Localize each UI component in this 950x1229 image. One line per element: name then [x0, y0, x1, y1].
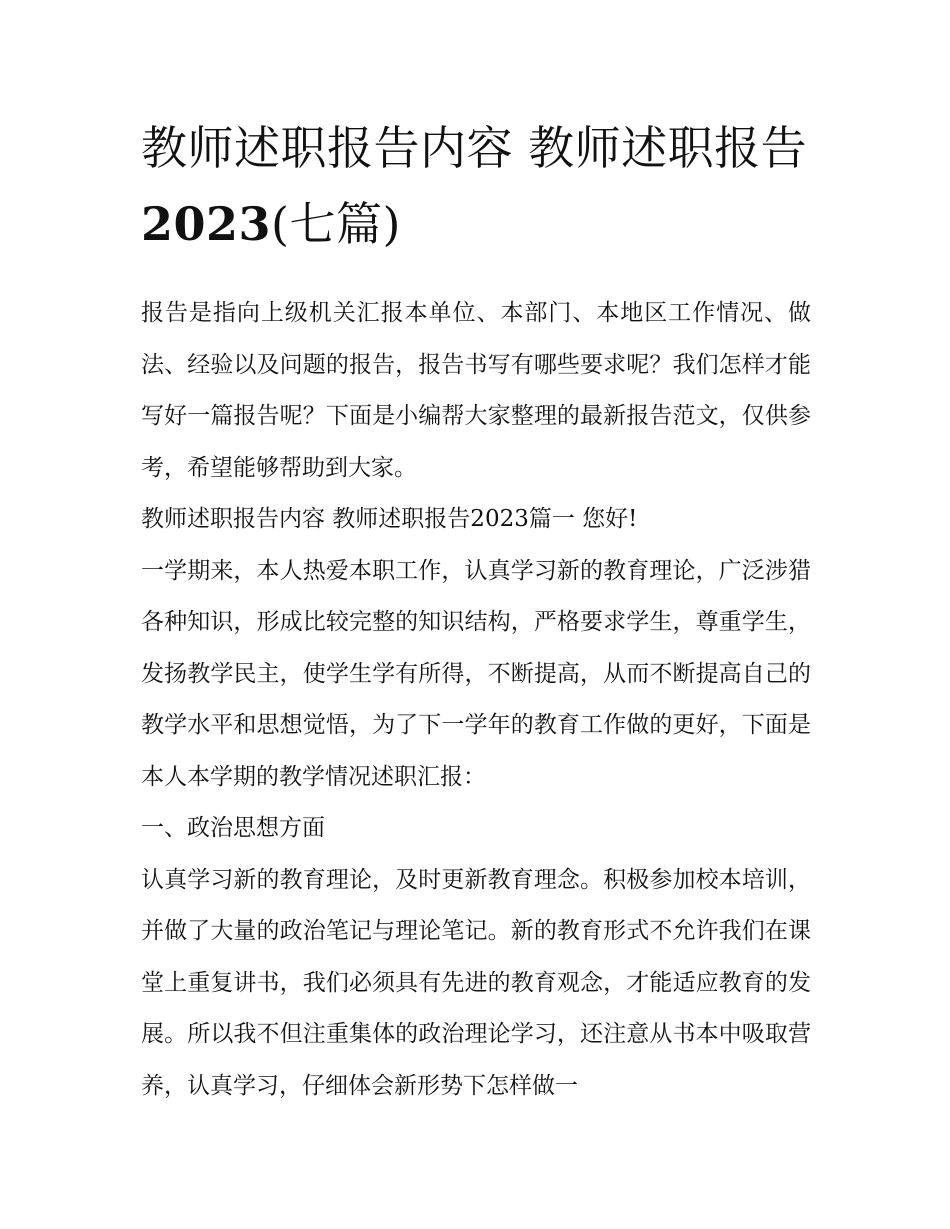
- document-title: [141, 110, 811, 262]
- paragraph-politics: 认真学习新的教育理论，及时更新教育理念。积极参加校本培训，并做了大量的政治笔记与理论笔记。新的教育形式不允许我们在课堂上重复讲书，我们必须具有先进的教育观念，才能适应教育的发展。所以我不但注重集体的政治理论学习，还注意从书本中吸取营养，认真学习，仔细体会新形势下怎样做一: [141, 866, 811, 1099]
- paragraph-intro: 报告是指向上级机关汇报本单位、本部门、本地区工作情况、做法、经验以及问题的报告，报告书写有哪些要求呢？我们怎样才能写好一篇报告呢？下面是小编帮大家整理的最新报告范文，仅供参考，希望能够帮助到大家。: [141, 300, 811, 481]
- section-heading-politics: 一、政治思想方面: [141, 815, 325, 841]
- title-text-part2: (七篇): [271, 197, 401, 251]
- paragraph-summary: 一学期来，本人热爱本职工作，认真学习新的教育理论，广泛涉猎各种知识，形成比较完整的知识结构，严格要求学生，尊重学生，发扬教学民主，使学生学有所得，不断提高，从而不断提高自己的教学水平和思想觉悟，为了下一学年的教育工作做的更好，下面是本人本学期的教学情况述职汇报：: [141, 557, 811, 790]
- title-year: 2023: [141, 197, 272, 251]
- paragraph-heading-part1: 教师述职报告内容 教师述职报告2023篇一 您好!: [141, 506, 638, 532]
- title-text-part1: 教师述职报告内容 教师述职报告: [141, 121, 808, 175]
- document-page: [141, 110, 811, 1112]
- document-body: [141, 288, 811, 1112]
